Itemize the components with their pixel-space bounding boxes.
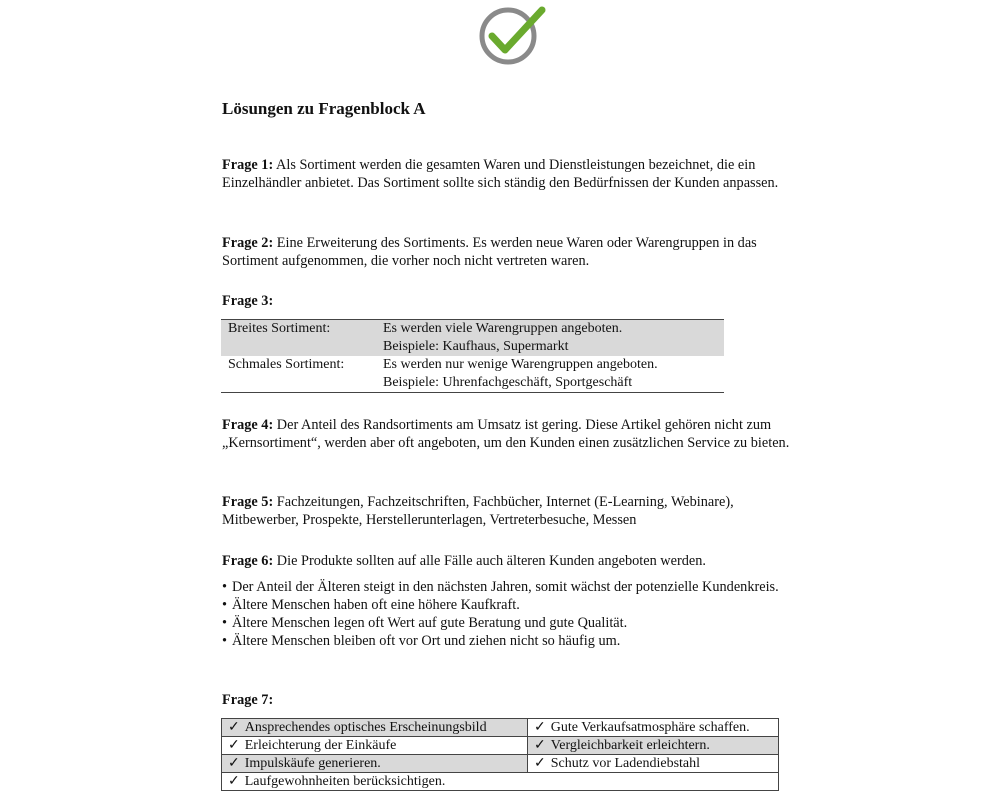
table-cell — [528, 755, 779, 773]
frage3-label: Frage 3: — [222, 293, 274, 309]
cell-text: Ansprechendes optisches Erscheinungsbild — [244, 720, 487, 735]
frage3-table — [221, 319, 724, 393]
cell-text: Laufgewohnheiten berücksichtigen. — [244, 774, 446, 789]
frage5-paragraph — [222, 493, 792, 530]
table-cell-description — [383, 320, 724, 357]
table-cell-term: Schmales Sortiment: — [221, 356, 383, 393]
list-item — [222, 596, 782, 614]
bullet-icon: • — [222, 615, 228, 631]
list-item — [222, 614, 782, 632]
description-line: Es werden viele Warengruppen angeboten. — [383, 321, 623, 336]
frage6-bullet-list — [222, 578, 782, 650]
cell-text: Impulskäufe generieren. — [244, 756, 381, 771]
table-row — [221, 320, 724, 357]
frage7-label: Frage 7: — [222, 692, 274, 708]
frage4-label: Frage 4: — [222, 417, 274, 433]
frage6-paragraph — [222, 552, 792, 570]
cell-text: Vergleichbarkeit erleichtern. — [550, 738, 710, 753]
table-row — [222, 737, 779, 755]
checkmark-circle-icon — [470, 3, 550, 67]
cell-text: Gute Verkaufsatmosphäre schaffen. — [550, 720, 750, 735]
description-line: Beispiele: Uhrenfachgeschäft, Sportgeschäft — [383, 375, 633, 390]
table-row — [221, 356, 724, 393]
list-item-text: Ältere Menschen haben oft eine höhere Kaufkraft. — [232, 597, 520, 613]
table-cell — [222, 737, 528, 755]
page-title: Lösungen zu Fragenblock A — [222, 99, 426, 118]
table-cell-description — [383, 356, 724, 393]
frage1-paragraph — [222, 156, 792, 193]
bullet-icon: • — [222, 579, 228, 595]
cell-text: Schutz vor Ladendiebstahl — [550, 756, 701, 771]
frage2-label: Frage 2: — [222, 235, 274, 251]
checkmark-icon: ✓ — [228, 720, 240, 735]
cell-text: Erleichterung der Einkäufe — [244, 738, 397, 753]
bullet-icon: • — [222, 633, 228, 649]
checkmark-icon: ✓ — [534, 756, 546, 771]
checkmark-icon: ✓ — [228, 756, 240, 771]
description-line: Beispiele: Kaufhaus, Supermarkt — [383, 339, 569, 354]
frage4-paragraph — [222, 416, 792, 453]
table-cell-term: Breites Sortiment: — [221, 320, 383, 357]
frage6-label: Frage 6: — [222, 553, 274, 569]
table-row — [222, 719, 779, 737]
table-cell — [222, 719, 528, 737]
frage2-paragraph — [222, 234, 792, 271]
table-cell — [222, 773, 779, 791]
frage5-label: Frage 5: — [222, 494, 274, 510]
list-item — [222, 632, 782, 650]
checkmark-icon: ✓ — [228, 738, 240, 753]
checkmark-icon: ✓ — [534, 738, 546, 753]
table-cell — [528, 737, 779, 755]
description-line: Es werden nur wenige Warengruppen angeboten. — [383, 357, 658, 372]
table-row — [222, 755, 779, 773]
table-cell — [222, 755, 528, 773]
table-cell — [528, 719, 779, 737]
frage2-text: Eine Erweiterung des Sortiments. Es werden neue Waren oder Warengruppen in das Sortiment aufgenommen, die vorher noch nicht vertreten waren. — [222, 235, 757, 270]
checkmark-icon: ✓ — [534, 720, 546, 735]
table-row — [222, 773, 779, 791]
frage7-table — [221, 718, 779, 791]
list-item-text: Der Anteil der Älteren steigt in den nächsten Jahren, somit wächst der potenzielle Kundenkreis. — [232, 579, 779, 595]
frage6-text: Die Produkte sollten auf alle Fälle auch älteren Kunden angeboten werden. — [276, 553, 706, 569]
frage1-label: Frage 1: — [222, 157, 274, 173]
frage5-text: Fachzeitungen, Fachzeitschriften, Fachbücher, Internet (E-Learning, Webinare), Mitbewerber, Prospekte, Herstellerunterlagen, Vertreterbesuche, Messen — [222, 494, 734, 529]
frage4-text: Der Anteil des Randsortiments am Umsatz ist gering. Diese Artikel gehören nicht zum „Kernsortiment“, werden aber oft angeboten, um den Kunden einen zusätzlichen Service zu bieten. — [222, 417, 790, 452]
list-item-text: Ältere Menschen bleiben oft vor Ort und ziehen nicht so häufig um. — [232, 633, 621, 649]
list-item — [222, 578, 782, 596]
frage1-text: Als Sortiment werden die gesamten Waren und Dienstleistungen bezeichnet, die ein Einzelhändler anbietet. Das Sortiment sollte sich ständig den Bedürfnissen der Kunden anpassen. — [222, 157, 779, 192]
list-item-text: Ältere Menschen legen oft Wert auf gute Beratung und gute Qualität. — [232, 615, 628, 631]
bullet-icon: • — [222, 597, 228, 613]
checkmark-icon: ✓ — [228, 774, 240, 789]
